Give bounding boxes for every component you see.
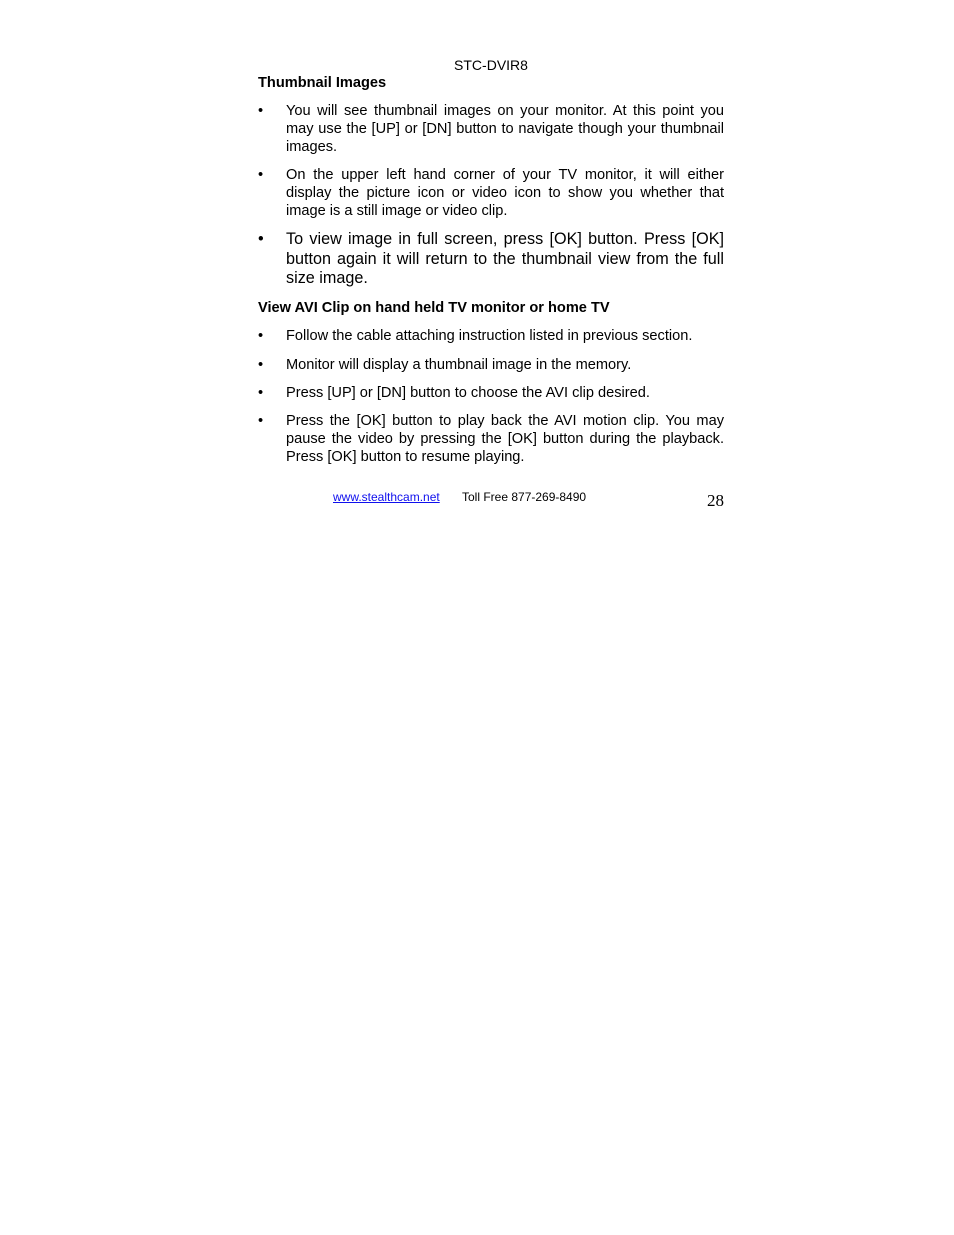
list-item-text: To view image in full screen, press [OK] button. Press [OK] button again it will return to the thumbnail view from the full size image. bbox=[286, 230, 724, 288]
list-item bbox=[258, 230, 724, 289]
bullet-icon: • bbox=[258, 413, 264, 429]
website-link[interactable]: www.stealthcam.net bbox=[333, 490, 440, 504]
bullet-icon: • bbox=[258, 328, 264, 344]
list-item bbox=[258, 412, 724, 466]
list-item-text: Press the [OK] button to play back the AVI motion clip. You may pause the video by pressing the [OK] button during the playback. Press [OK] button to resume playing. bbox=[286, 413, 724, 465]
bullet-icon: • bbox=[258, 230, 264, 248]
bullet-icon: • bbox=[258, 385, 264, 401]
section-heading-view-avi-clip: View AVI Clip on hand held TV monitor or home TV bbox=[258, 300, 610, 316]
list-item bbox=[258, 166, 724, 220]
page-number: 28 bbox=[707, 491, 724, 510]
list-item-text: Press [UP] or [DN] button to choose the AVI clip desired. bbox=[286, 385, 650, 401]
list-item-text: On the upper left hand corner of your TV monitor, it will either display the picture icon or video icon to show you whether that image is a still image or video clip. bbox=[286, 167, 724, 219]
list-item bbox=[258, 102, 724, 156]
section-heading-thumbnail-images: Thumbnail Images bbox=[258, 75, 387, 91]
toll-free-phone: Toll Free 877-269-8490 bbox=[462, 490, 587, 504]
bullet-icon: • bbox=[258, 103, 264, 119]
list-item-text: You will see thumbnail images on your monitor. At this point you may use the [UP] or [DN] button to navigate though your thumbnail images. bbox=[286, 103, 724, 155]
list-item-text: Monitor will display a thumbnail image in the memory. bbox=[286, 357, 632, 373]
bullet-icon: • bbox=[258, 357, 264, 373]
list-item bbox=[258, 327, 724, 345]
page-header-model: STC-DVIR8 bbox=[454, 57, 528, 73]
list-item bbox=[258, 384, 724, 402]
bullet-icon: • bbox=[258, 167, 264, 183]
list-item-text: Follow the cable attaching instruction listed in previous section. bbox=[286, 328, 693, 344]
list-item bbox=[258, 356, 724, 374]
